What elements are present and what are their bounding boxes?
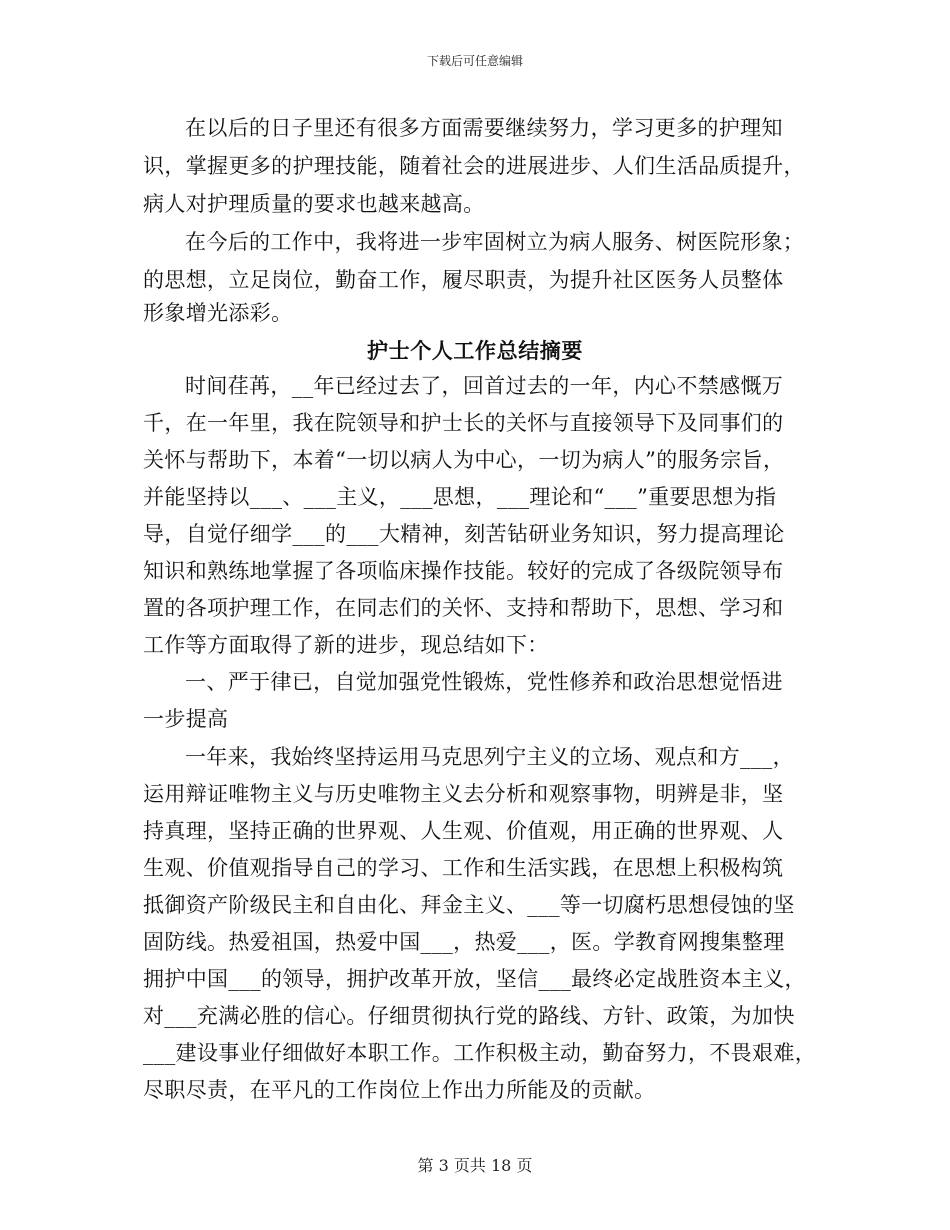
paragraph-line: 病人对护理质量的要求也越来越高。 [143, 192, 485, 216]
paragraph-line: 识，掌握更多的护理技能，随着社会的进展进步、人们生活品质提升， [143, 154, 805, 178]
section-heading-line: 一、严于律已，自觉加强党性锻炼，党性修养和政治思想觉悟进 [185, 670, 783, 694]
paragraph-line: 时间荏苒，__年已经过去了，回首过去的一年，内心不禁感慨万 [185, 374, 784, 398]
paragraph-line: 一年来，我始终坚持运用马克思列宁主义的立场、观点和方___， [185, 745, 794, 769]
paragraph-line: 对___充满必胜的信心。仔细贯彻执行党的路线、方针、政策，为加快 [143, 1004, 795, 1028]
paragraph-line: 生观、价值观指导自己的学习、工作和生活实践，在思想上积极构筑 [143, 856, 784, 880]
paragraph-line: 的思想，立足岗位，勤奋工作，履尽职责，为提升社区医务人员整体 [143, 268, 784, 292]
paragraph-line: ___建设事业仔细做好本职工作。工作积极主动，勤奋努力，不畏艰难， [143, 1041, 817, 1065]
paragraph-line: 固防线。热爱祖国，热爱中国___，热爱___，医。学教育网搜集整理 [143, 930, 785, 954]
paragraph-line: 在以后的日子里还有很多方面需要继续努力，学习更多的护理知 [185, 116, 783, 140]
paragraph-line: 在今后的工作中，我将进一步牢固树立为病人服务、树医院形象； [185, 230, 805, 254]
section-title: 护士个人工作总结摘要 [367, 338, 583, 363]
paragraph-line: 知识和熟练地掌握了各项临床操作技能。较好的完成了各级院领导布 [143, 559, 784, 583]
page-number: 第 3 页共 18 页 [417, 1156, 533, 1175]
paragraph-line: 关怀与帮助下，本着“一切以病人为中心，一切为病人”的服务宗旨， [143, 448, 785, 472]
paragraph-line: 形象增光添彩。 [143, 301, 293, 325]
page-header: 下载后可任意编辑 [426, 54, 523, 68]
section-heading-line: 一步提高 [143, 707, 229, 731]
paragraph-line: 拥护中国___的领导，拥护改革开放，坚信___最终必定战胜资本主义， [143, 967, 806, 991]
paragraph-line: 工作等方面取得了新的进步，现总结如下： [143, 633, 549, 657]
paragraph-line: 持真理，坚持正确的世界观、人生观、价值观，用正确的世界观、人 [143, 819, 784, 843]
paragraph-line: 置的各项护理工作，在同志们的关怀、支持和帮助下，思想、学习和 [143, 596, 784, 620]
paragraph-line: 运用辩证唯物主义与历史唯物主义去分析和观察事物，明辨是非，坚 [143, 782, 784, 806]
paragraph-line: 千，在一年里，我在院领导和护士长的关怀与直接领导下及同事们的 [143, 411, 784, 435]
paragraph-line: 并能坚持以___、___主义，___思想，___理论和“___”重要思想为指 [143, 485, 777, 509]
paragraph-line: 抵御资产阶级民主和自由化、拜金主义、___等一切腐朽思想侵蚀的坚 [143, 893, 795, 917]
paragraph-line: 导，自觉仔细学___的___大精神，刻苦钻研业务知识，努力提高理论 [143, 522, 785, 546]
paragraph-line: 尽职尽责，在平凡的工作岗位上作出力所能及的贡献。 [143, 1078, 656, 1102]
